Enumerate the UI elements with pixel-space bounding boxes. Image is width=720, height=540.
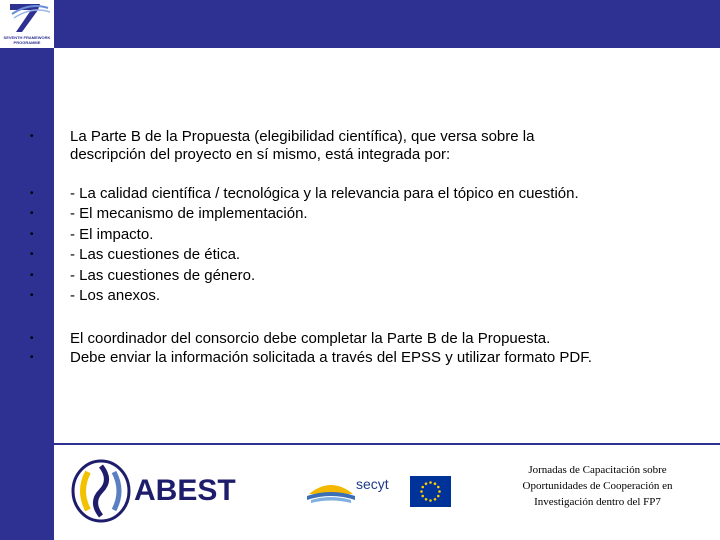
bullet: •	[30, 208, 34, 219]
footer-line-2: Oportunidades de Cooperación en	[522, 480, 673, 492]
fp7-line2: PROGRAMME	[13, 40, 41, 45]
footer-caption	[500, 462, 695, 510]
eu-star-icon	[425, 498, 428, 501]
bullet: •	[30, 333, 34, 344]
intro-line-2: descripción del proyecto en sí mismo, está integrada por:	[70, 146, 451, 163]
eu-star-icon	[425, 482, 428, 485]
eu-star-icon	[434, 498, 437, 501]
secyt-logo-text: secyt	[356, 476, 389, 492]
footer-line-1: Jornadas de Capacitación sobre	[528, 464, 667, 476]
fp7-line1: SEVENTH FRAMEWORK	[3, 35, 51, 40]
bullet: •	[30, 352, 34, 363]
fp7-logo	[0, 0, 54, 48]
secyt-sun-icon	[305, 472, 357, 504]
eu-star-icon	[429, 499, 432, 502]
list-item: - Los anexos.	[70, 287, 161, 304]
bullet: •	[30, 188, 34, 199]
bullet: •	[30, 131, 34, 142]
list-item: - Las cuestiones de género.	[70, 267, 256, 284]
fp7-seven-icon	[0, 0, 54, 36]
bullet: •	[30, 270, 34, 281]
eu-star-icon	[421, 486, 424, 489]
left-sidebar	[0, 0, 54, 540]
eu-star-icon	[434, 482, 437, 485]
closing-line-1: El coordinador del consorcio debe completar la Parte B de la Propuesta.	[70, 330, 551, 347]
top-banner	[54, 0, 720, 48]
eu-star-icon	[437, 495, 440, 498]
footer-line-3: Investigación dentro del FP7	[534, 496, 661, 508]
eu-star-icon	[438, 490, 441, 493]
list-item: - El mecanismo de implementación.	[70, 205, 308, 222]
intro-line-1: La Parte B de la Propuesta (elegibilidad científica), que versa sobre la	[70, 128, 535, 145]
eu-star-icon	[420, 490, 423, 493]
footer-divider	[54, 443, 720, 445]
bullet: •	[30, 290, 34, 301]
closing-line-2: Debe enviar la información solicitada a través del EPSS y utilizar formato PDF.	[70, 349, 592, 366]
eu-star-icon	[421, 495, 424, 498]
list-item: - La calidad científica / tecnológica y la relevancia para el tópico en cuestión.	[70, 185, 579, 202]
list-item: - El impacto.	[70, 226, 154, 243]
eu-star-icon	[437, 486, 440, 489]
abest-logo-text: ABEST	[134, 474, 236, 507]
eu-flag-icon	[410, 476, 451, 507]
bullet: •	[30, 229, 34, 240]
list-item: - Las cuestiones de ética.	[70, 246, 241, 263]
abest-emblem-icon	[70, 458, 132, 524]
eu-star-icon	[429, 481, 432, 484]
bullet: •	[30, 249, 34, 260]
